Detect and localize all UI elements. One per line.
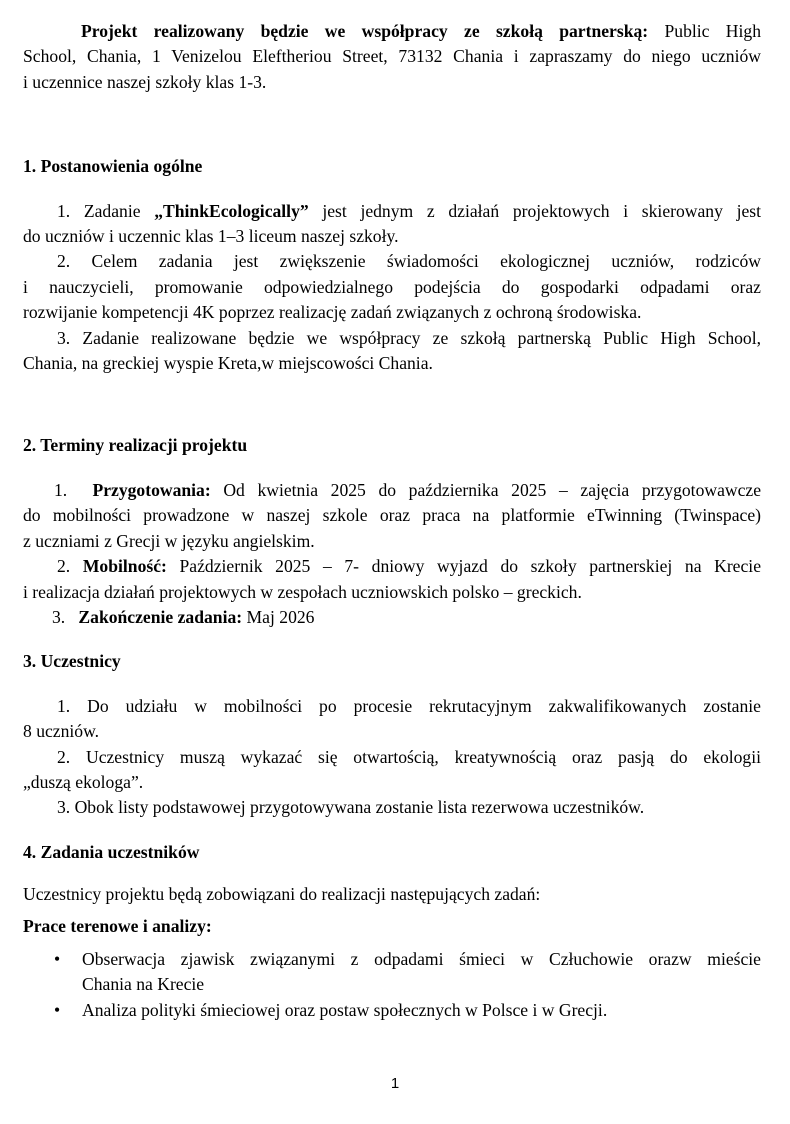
s4-lead: Uczestnicy projektu będą zobowiązani do realizacji następujących zadań: (23, 884, 541, 905)
s2-item-1 (23, 478, 761, 554)
section-heading-4: 4. Zadania uczestników (23, 841, 200, 862)
s1-item-1-text-b: jest jednym z działań projektowych i skierowany jest (308, 200, 761, 221)
bullet-1-line-2: Chania na Krecie (82, 974, 205, 995)
s3-item-1 (23, 694, 761, 745)
list-number: 2. (57, 746, 71, 767)
s2-item-1-line-3: z uczniami z Grecji w języku angielskim. (23, 530, 315, 551)
s2-item-2 (23, 554, 761, 605)
s1-item-1-line-2: do uczniów i uczennic klas 1–3 liceum naszej szkoły. (23, 226, 399, 247)
s1-item-3-line-1 (23, 326, 761, 351)
s1-item-1 (23, 199, 761, 250)
s3-item-2 (23, 745, 761, 796)
s3-item-3-text: Obok listy podstawowej przygotowywana zostanie lista rezerwowa uczestników. (70, 797, 645, 818)
s1-item-1-text-a: Zadanie (70, 200, 155, 221)
s1-item-1-line-1 (23, 199, 761, 224)
section-heading-2: 2. Terminy realizacji projektu (23, 435, 248, 456)
s3-item-3-line-1 (23, 795, 761, 820)
s1-item-3-line-2: Chania, na greckiej wyspie Kreta,w miejscowości Chania. (23, 353, 433, 374)
intro-line1-rest: Public High (648, 21, 761, 41)
s4-bullet-list (23, 947, 761, 1023)
s4-subheading: Prace terenowe i analizy: (23, 915, 212, 936)
bullet-2-text: Analiza polityki śmieciowej oraz postaw społecznych w Polsce i w Grecji. (82, 999, 608, 1020)
list-number: 2. (57, 556, 71, 577)
s2-item-2-line-2: i realizacja działań projektowych w zespołach uczniowskich polsko – greckich. (23, 581, 582, 602)
s2-item-1-line-2: do mobilności prowadzone w naszej szkole oraz praca na platformie eTwinning (Twinspace) (23, 505, 761, 526)
s2-item-3-text: Maj 2026 (242, 606, 315, 627)
s3-item-2-line-1 (23, 745, 761, 770)
s3-item-2-text: Uczestnicy muszą wykazać się otwartością, kreatywnością oraz pasją do ekologii (70, 746, 761, 767)
s2-item-1-line-1 (23, 478, 761, 503)
list-number: 3. (57, 797, 71, 818)
intro-bold: Projekt realizowany będzie we współpracy ze szkołą partnerską: (81, 21, 649, 41)
list-number: 1. (57, 695, 71, 716)
s2-item-2-bold: Mobilność: (82, 556, 167, 577)
list-number: 2. (57, 251, 71, 272)
s1-item-1-bold: „ThinkEcologically” (154, 200, 309, 221)
section-heading-3: 3. Uczestnicy (23, 651, 121, 672)
s1-item-3 (23, 326, 761, 377)
list-item (23, 998, 761, 1023)
s1-item-3-text: Zadanie realizowane będzie we współpracy ze szkołą partnerską Public High School, (70, 327, 761, 348)
intro-paragraph (23, 19, 761, 95)
intro-line-2: School, Chania, 1 Venizelou Eleftheriou Street, 73132 Chania i zapraszamy do niego uczniów (23, 46, 761, 67)
s2-item-1-bold: Przygotowania: (92, 479, 211, 500)
bullet-icon: • (54, 948, 61, 969)
s3-item-1-line-1 (23, 694, 761, 719)
s3-item-2-line-2: „duszą ekologa”. (23, 771, 144, 792)
list-number: 1. (54, 479, 68, 500)
s2-item-1-text: Od kwietnia 2025 do października 2025 – zajęcia przygotowawcze (210, 479, 762, 500)
s2-item-2-line-1 (23, 554, 761, 579)
s3-item-1-text: Do udziału w mobilności po procesie rekrutacyjnym zakwalifikowanych zostanie (70, 695, 761, 716)
list-number: 1. (57, 200, 71, 221)
intro-line-3: i uczennice naszej szkoły klas 1-3. (23, 71, 267, 92)
s3-item-1-line-2: 8 uczniów. (23, 721, 100, 742)
list-number: 3. (57, 327, 71, 348)
s1-item-2-line-3: rozwijanie kompetencji 4K poprzez realizację zadań związanych z ochroną środowiska. (23, 302, 642, 323)
s3-item-3 (23, 795, 761, 820)
bullet-1-line-1: Obserwacja zjawisk związanymi z odpadami śmieci w Człuchowie orazw mieście (82, 948, 761, 969)
s1-item-2-text: Celem zadania jest zwiększenie świadomości ekologicznej uczniów, rodziców (70, 251, 761, 272)
s2-item-3 (23, 605, 761, 630)
list-item (23, 947, 761, 998)
document-page (23, 19, 761, 1023)
s2-item-3-bold: Zakończenie zadania: (78, 606, 243, 627)
list-number: 3. (52, 606, 66, 627)
s2-item-3-line-1 (23, 605, 761, 630)
page-number: 1 (390, 1075, 400, 1092)
s1-item-2 (23, 249, 761, 325)
s2-item-2-text: Październik 2025 – 7- dniowy wyjazd do szkoły partnerskiej na Krecie (166, 556, 761, 577)
bullet-icon: • (54, 999, 61, 1020)
intro-line-1 (23, 19, 761, 44)
s1-item-2-line-1 (23, 249, 761, 274)
section-heading-1: 1. Postanowienia ogólne (23, 156, 203, 177)
s1-item-2-line-2: i nauczycieli, promowanie odpowiedzialnego podejścia do gospodarki odpadami oraz (23, 276, 761, 297)
